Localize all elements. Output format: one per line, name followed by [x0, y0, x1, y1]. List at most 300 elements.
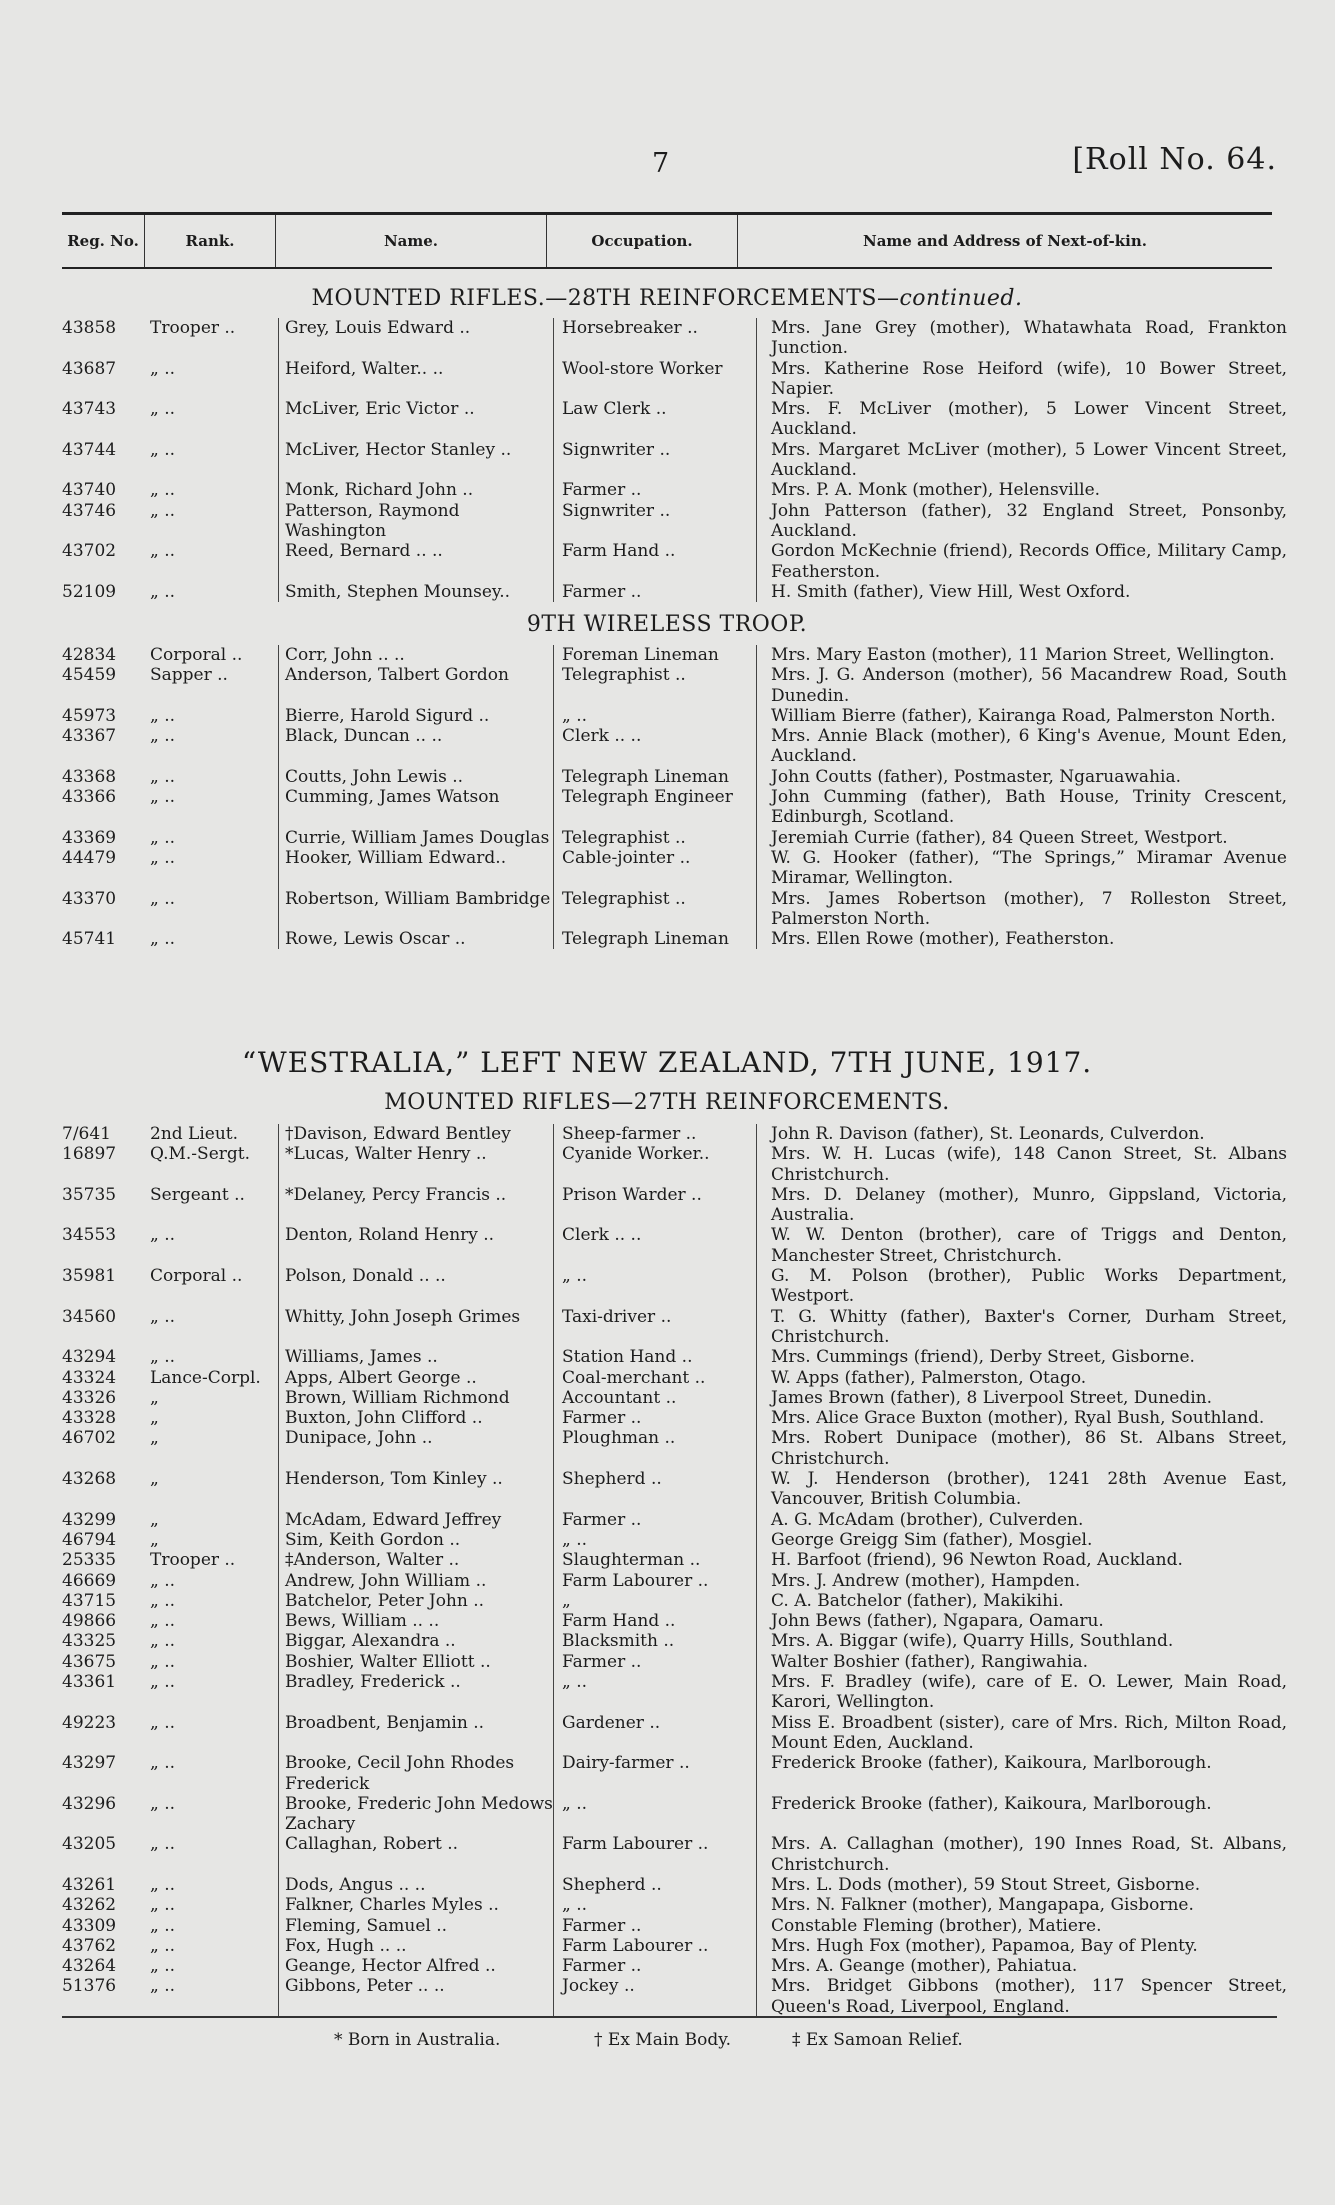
next-of-kin: Mrs. D. Delaney (mother), Munro, Gippsland, Victoria, Australia. — [771, 1184, 1287, 1226]
name: Andrew, John William .. — [279, 1571, 554, 1591]
name: Apps, Albert George .. — [279, 1368, 554, 1388]
occupation: Foreman Lineman — [554, 645, 757, 665]
rank: „ .. — [146, 1895, 279, 1915]
rank: „ — [146, 1408, 279, 1428]
name: Biggar, Alexandra .. — [279, 1631, 554, 1651]
occupation: Blacksmith .. — [554, 1631, 757, 1651]
occupation: Slaughterman .. — [554, 1550, 757, 1570]
reg-no: 43675 — [62, 1651, 117, 1672]
reg-no: 45973 — [62, 705, 117, 726]
next-of-kin: Mrs. N. Falkner (mother), Mangapapa, Gisborne. — [771, 1895, 1194, 1916]
table-row — [62, 1408, 1287, 1428]
table-row — [62, 645, 1287, 665]
occupation: Farmer .. — [554, 582, 757, 602]
next-of-kin: Mrs. J. Andrew (mother), Hampden. — [771, 1570, 1081, 1591]
header-name: Name. — [276, 215, 547, 267]
table-row — [62, 1591, 1287, 1611]
rank: „ .. — [146, 787, 279, 828]
section-title — [62, 286, 1272, 311]
reg-no: 43369 — [62, 827, 117, 848]
name: Broadbent, Benjamin .. — [279, 1713, 554, 1754]
reg-no: 43743 — [62, 399, 117, 420]
rank: „ .. — [146, 1956, 279, 1976]
name: Dunipace, John .. — [279, 1428, 554, 1469]
name: Denton, Roland Henry .. — [279, 1225, 554, 1266]
occupation: Farmer .. — [554, 1510, 757, 1530]
name: Geange, Hector Alfred .. — [279, 1956, 554, 1976]
name: Callaghan, Robert .. — [279, 1834, 554, 1875]
table-row — [62, 1347, 1287, 1367]
next-of-kin: James Brown (father), 8 Liverpool Street, Dunedin. — [771, 1387, 1213, 1408]
reg-no: 16897 — [62, 1144, 117, 1165]
table-row — [62, 665, 1287, 706]
reg-no: 44479 — [62, 847, 117, 868]
occupation: „ .. — [554, 1266, 757, 1307]
table-row — [62, 1631, 1287, 1651]
name: Robertson, William Bambridge — [279, 889, 554, 930]
rank: „ .. — [146, 1875, 279, 1895]
rank: „ .. — [146, 1347, 279, 1367]
rank: „ .. — [146, 1672, 279, 1713]
table-row — [62, 1266, 1287, 1307]
reg-no: 43294 — [62, 1347, 117, 1368]
name: ‡Anderson, Walter .. — [279, 1550, 554, 1570]
name: Batchelor, Peter John .. — [279, 1591, 554, 1611]
next-of-kin: Mrs. A. Geange (mother), Pahiatua. — [771, 1956, 1078, 1977]
name: Boshier, Walter Elliott .. — [279, 1652, 554, 1672]
name: Heiford, Walter.. .. — [279, 359, 554, 400]
table-row — [62, 1713, 1287, 1754]
next-of-kin: Mrs. Alice Grace Buxton (mother), Ryal Bush, Southland. — [771, 1408, 1265, 1429]
table-row — [62, 1956, 1287, 1976]
table-row — [62, 1185, 1287, 1226]
occupation: „ — [554, 1591, 757, 1611]
reg-no: 49866 — [62, 1611, 117, 1632]
table-row — [62, 1794, 1287, 1835]
rank: „ .. — [146, 1713, 279, 1754]
rank: „ — [146, 1510, 279, 1530]
table-row — [62, 1753, 1287, 1794]
table-row — [62, 889, 1287, 930]
table-row — [62, 1834, 1287, 1875]
reg-no: 43687 — [62, 358, 117, 379]
reg-no: 43366 — [62, 787, 117, 808]
table-row — [62, 1530, 1287, 1550]
reg-no: 43296 — [62, 1793, 117, 1814]
reg-no: 7/641 — [62, 1124, 111, 1144]
table-row — [62, 828, 1287, 848]
section-title-text: MOUNTED RIFLES.—28TH REINFORCEMENTS— — [311, 286, 900, 311]
table-row — [62, 1307, 1287, 1348]
section-title: MOUNTED RIFLES—27TH REINFORCEMENTS. — [384, 1090, 950, 1115]
rank: „ — [146, 1428, 279, 1469]
reg-no: 43858 — [62, 318, 117, 338]
footnote: ‡ Ex Samoan Relief. — [792, 2030, 963, 2050]
occupation: Telegraphist .. — [554, 828, 757, 848]
rank: „ .. — [146, 1571, 279, 1591]
name: McLiver, Hector Stanley .. — [279, 440, 554, 481]
rank: Trooper .. — [146, 1550, 279, 1570]
next-of-kin: John Patterson (father), 32 England Street, Ponsonby, Auckland. — [771, 500, 1287, 541]
page-number: 7 — [652, 148, 670, 179]
roll-table — [62, 318, 1287, 602]
next-of-kin: H. Barfoot (friend), 96 Newton Road, Auckland. — [771, 1550, 1183, 1571]
reg-no: 45741 — [62, 929, 117, 950]
reg-no: 34553 — [62, 1225, 117, 1246]
occupation: Signwriter .. — [554, 501, 757, 542]
section-title: 9TH WIRELESS TROOP. — [526, 612, 808, 637]
name: Gibbons, Peter .. .. — [279, 1976, 554, 2017]
name: Monk, Richard John .. — [279, 480, 554, 500]
table-row — [62, 706, 1287, 726]
rank: „ .. — [146, 1936, 279, 1956]
rank: Lance-Corpl. — [146, 1368, 279, 1388]
reg-no: 49223 — [62, 1712, 117, 1733]
name: Henderson, Tom Kinley .. — [279, 1469, 554, 1510]
occupation: Telegraphist .. — [554, 665, 757, 706]
next-of-kin: C. A. Batchelor (father), Makikihi. — [771, 1590, 1064, 1611]
occupation: Telegraph Lineman — [554, 929, 757, 949]
next-of-kin: Frederick Brooke (father), Kaikoura, Marlborough. — [771, 1793, 1212, 1814]
occupation: Sheep-farmer .. — [554, 1124, 757, 1144]
occupation: „ .. — [554, 1895, 757, 1915]
name: Rowe, Lewis Oscar .. — [279, 929, 554, 949]
rank: „ .. — [146, 929, 279, 949]
next-of-kin: Mrs. James Robertson (mother), 7 Rolleston Street, Palmerston North. — [771, 888, 1287, 929]
rank: „ .. — [146, 541, 279, 582]
occupation: Ploughman .. — [554, 1428, 757, 1469]
rank: „ .. — [146, 1753, 279, 1794]
occupation: Law Clerk .. — [554, 399, 757, 440]
name: †Davison, Edward Bentley — [279, 1124, 554, 1144]
reg-no: 43361 — [62, 1672, 117, 1693]
name: Bews, William .. .. — [279, 1611, 554, 1631]
next-of-kin: Miss E. Broadbent (sister), care of Mrs. Rich, Milton Road, Mount Eden, Auckland. — [771, 1712, 1287, 1753]
header-rank: Rank. — [145, 215, 276, 267]
column-header — [62, 212, 1272, 269]
rank: „ .. — [146, 1611, 279, 1631]
next-of-kin: H. Smith (father), View Hill, West Oxford. — [771, 581, 1131, 602]
table-row — [62, 1916, 1287, 1936]
reg-no: 43262 — [62, 1895, 117, 1916]
reg-no: 34560 — [62, 1306, 117, 1327]
rank: „ .. — [146, 889, 279, 930]
table-row — [62, 1571, 1287, 1591]
next-of-kin: George Greigg Sim (father), Mosgiel. — [771, 1529, 1093, 1550]
header-reg: Reg. No. — [62, 215, 145, 267]
name: Grey, Louis Edward .. — [279, 318, 554, 359]
name: Brooke, Frederic John Medows Zachary — [279, 1794, 554, 1835]
occupation: Shepherd .. — [554, 1469, 757, 1510]
reg-no: 43715 — [62, 1590, 117, 1611]
occupation: Farm Labourer .. — [554, 1571, 757, 1591]
occupation: Clerk .. .. — [554, 726, 757, 767]
reg-no: 35981 — [62, 1266, 117, 1287]
rank: Sergeant .. — [146, 1185, 279, 1226]
reg-no: 43744 — [62, 439, 117, 460]
rank: „ .. — [146, 399, 279, 440]
rank: „ — [146, 1388, 279, 1408]
occupation: Farm Hand .. — [554, 1611, 757, 1631]
table-row — [62, 726, 1287, 767]
occupation: Horsebreaker .. — [554, 318, 757, 359]
rank: „ .. — [146, 1631, 279, 1651]
next-of-kin: Mrs. A. Biggar (wife), Quarry Hills, Southland. — [771, 1631, 1174, 1652]
occupation: „ .. — [554, 1530, 757, 1550]
rank: „ .. — [146, 359, 279, 400]
reg-no: 43746 — [62, 500, 117, 521]
table-row — [62, 1672, 1287, 1713]
name: Whitty, John Joseph Grimes — [279, 1307, 554, 1348]
next-of-kin: William Bierre (father), Kairanga Road, Palmerston North. — [771, 705, 1276, 726]
name: Reed, Bernard .. .. — [279, 541, 554, 582]
reg-no: 46702 — [62, 1428, 117, 1449]
footnote: * Born in Australia. — [334, 2030, 501, 2050]
next-of-kin: Mrs. Cummings (friend), Derby Street, Gisborne. — [771, 1347, 1195, 1368]
name: McLiver, Eric Victor .. — [279, 399, 554, 440]
reg-no: 52109 — [62, 581, 117, 602]
reg-no: 43702 — [62, 541, 117, 562]
table-row — [62, 541, 1287, 582]
reg-no: 35735 — [62, 1184, 117, 1205]
table-row — [62, 1368, 1287, 1388]
next-of-kin: Jeremiah Currie (father), 84 Queen Street, Westport. — [771, 827, 1228, 848]
table-row — [62, 1611, 1287, 1631]
name: Corr, John .. .. — [279, 645, 554, 665]
next-of-kin: Frederick Brooke (father), Kaikoura, Marlborough. — [771, 1753, 1212, 1774]
occupation: Telegraphist .. — [554, 889, 757, 930]
rank: „ .. — [146, 1652, 279, 1672]
table-row — [62, 501, 1287, 542]
rank: Corporal .. — [146, 1266, 279, 1307]
reg-no: 43297 — [62, 1753, 117, 1774]
next-of-kin: W. W. Denton (brother), care of Triggs and Denton, Manchester Street, Christchurch. — [771, 1225, 1287, 1266]
next-of-kin: Mrs. Katherine Rose Heiford (wife), 10 Bower Street, Napier. — [771, 358, 1287, 399]
occupation: Clerk .. .. — [554, 1225, 757, 1266]
occupation: „ .. — [554, 706, 757, 726]
reg-no: 43328 — [62, 1408, 117, 1429]
next-of-kin: Walter Boshier (father), Rangiwahia. — [771, 1651, 1089, 1672]
next-of-kin: Mrs. Mary Easton (mother), 11 Marion Street, Wellington. — [771, 645, 1275, 665]
next-of-kin: Mrs. Jane Grey (mother), Whatawhata Road, Frankton Junction. — [771, 318, 1287, 359]
name: Fox, Hugh .. .. — [279, 1936, 554, 1956]
rank: „ .. — [146, 1794, 279, 1835]
reg-no: 46669 — [62, 1570, 117, 1591]
reg-no: 46794 — [62, 1529, 117, 1550]
rank: „ .. — [146, 1307, 279, 1348]
roll-table — [62, 1124, 1287, 2017]
reg-no: 43325 — [62, 1631, 117, 1652]
name: Falkner, Charles Myles .. — [279, 1895, 554, 1915]
rank: „ .. — [146, 1916, 279, 1936]
table-row — [62, 848, 1287, 889]
next-of-kin: Mrs. Bridget Gibbons (mother), 117 Spencer Street, Queen's Road, Liverpool, England. — [771, 1976, 1287, 2017]
rank: Trooper .. — [146, 318, 279, 359]
rank: „ .. — [146, 501, 279, 542]
occupation: Telegraph Engineer — [554, 787, 757, 828]
name: Bradley, Frederick .. — [279, 1672, 554, 1713]
reg-no: 43370 — [62, 888, 117, 909]
table-row — [62, 1936, 1287, 1956]
table-row — [62, 1510, 1287, 1530]
name: Polson, Donald .. .. — [279, 1266, 554, 1307]
reg-no: 43740 — [62, 480, 117, 501]
next-of-kin: Mrs. F. Bradley (wife), care of E. O. Lewer, Main Road, Karori, Wellington. — [771, 1672, 1287, 1713]
name: Brown, William Richmond — [279, 1388, 554, 1408]
table-row — [62, 1388, 1287, 1408]
rank: „ .. — [146, 1591, 279, 1611]
table-row — [62, 1976, 1287, 2017]
occupation: Cyanide Worker.. — [554, 1144, 757, 1185]
table-row — [62, 787, 1287, 828]
table-row — [62, 1875, 1287, 1895]
reg-no: 43264 — [62, 1956, 117, 1977]
section-title-suffix: continued. — [899, 286, 1023, 311]
table-row — [62, 318, 1287, 359]
next-of-kin: John Coutts (father), Postmaster, Ngaruawahia. — [771, 766, 1181, 787]
table-row — [62, 1124, 1287, 1144]
occupation: Farm Labourer .. — [554, 1834, 757, 1875]
reg-no: 43368 — [62, 766, 117, 787]
next-of-kin: W. J. Henderson (brother), 1241 28th Avenue East, Vancouver, British Columbia. — [771, 1469, 1287, 1510]
next-of-kin: G. M. Polson (brother), Public Works Department, Westport. — [771, 1266, 1287, 1307]
table-row — [62, 1225, 1287, 1266]
next-of-kin: W. G. Hooker (father), “The Springs,” Miramar Avenue Miramar, Wellington. — [771, 847, 1287, 889]
rank: „ .. — [146, 480, 279, 500]
reg-no: 43268 — [62, 1469, 117, 1490]
roll-table — [62, 645, 1287, 949]
reg-no: 43299 — [62, 1509, 117, 1530]
name: Hooker, William Edward.. — [279, 848, 554, 889]
reg-no: 25335 — [62, 1550, 117, 1571]
table-row — [62, 1652, 1287, 1672]
name: Currie, William James Douglas — [279, 828, 554, 848]
occupation: Gardener .. — [554, 1713, 757, 1754]
occupation: Coal-merchant .. — [554, 1368, 757, 1388]
table-row — [62, 359, 1287, 400]
reg-no: 43309 — [62, 1915, 117, 1936]
table-row — [62, 480, 1287, 500]
reg-no: 43326 — [62, 1387, 117, 1408]
next-of-kin: Mrs. Margaret McLiver (mother), 5 Lower Vincent Street, Auckland. — [771, 439, 1287, 481]
name: Cumming, James Watson — [279, 787, 554, 828]
rank: „ .. — [146, 828, 279, 848]
rank: „ .. — [146, 848, 279, 889]
next-of-kin: W. Apps (father), Palmerston, Otago. — [771, 1367, 1087, 1388]
table-row — [62, 1469, 1287, 1510]
next-of-kin: Mrs. J. G. Anderson (mother), 56 Macandrew Road, South Dunedin. — [771, 665, 1287, 706]
reg-no: 43367 — [62, 726, 117, 747]
occupation: Farm Labourer .. — [554, 1936, 757, 1956]
next-of-kin: John Cumming (father), Bath House, Trinity Crescent, Edinburgh, Scotland. — [771, 787, 1287, 828]
name: Bierre, Harold Sigurd .. — [279, 706, 554, 726]
table-row — [62, 1550, 1287, 1570]
occupation: Dairy-farmer .. — [554, 1753, 757, 1794]
occupation: Farmer .. — [554, 1652, 757, 1672]
rank: „ .. — [146, 726, 279, 767]
next-of-kin: Mrs. Robert Dunipace (mother), 86 St. Albans Street, Christchurch. — [771, 1428, 1287, 1469]
occupation: Taxi-driver .. — [554, 1307, 757, 1348]
rank: „ — [146, 1469, 279, 1510]
next-of-kin: T. G. Whitty (father), Baxter's Corner, Durham Street, Christchurch. — [771, 1306, 1287, 1347]
roll-number: [Roll No. 64. — [1072, 142, 1277, 177]
reg-no: 43205 — [62, 1834, 117, 1855]
occupation: Farmer .. — [554, 1956, 757, 1976]
rank: 2nd Lieut. — [146, 1124, 279, 1144]
occupation: Station Hand .. — [554, 1347, 757, 1367]
name: Buxton, John Clifford .. — [279, 1408, 554, 1428]
table-row — [62, 1144, 1287, 1185]
reg-no: 43324 — [62, 1367, 117, 1388]
table-row — [62, 582, 1287, 602]
next-of-kin: Mrs. A. Callaghan (mother), 190 Innes Road, St. Albans, Christchurch. — [771, 1834, 1287, 1875]
name: Dods, Angus .. .. — [279, 1875, 554, 1895]
occupation: Accountant .. — [554, 1388, 757, 1408]
name: Brooke, Cecil John Rhodes Frederick — [279, 1753, 554, 1794]
table-row — [62, 929, 1287, 949]
name: Sim, Keith Gordon .. — [279, 1530, 554, 1550]
occupation: Farm Hand .. — [554, 541, 757, 582]
next-of-kin: John R. Davison (father), St. Leonards, Culverdon. — [771, 1124, 1205, 1144]
occupation: „ .. — [554, 1794, 757, 1835]
next-of-kin: A. G. McAdam (brother), Culverden. — [771, 1509, 1084, 1530]
reg-no: 51376 — [62, 1976, 117, 1997]
rank: „ .. — [146, 1834, 279, 1875]
name: Patterson, Raymond Washington — [279, 501, 554, 542]
occupation: Jockey .. — [554, 1976, 757, 2017]
footnote: † Ex Main Body. — [594, 2030, 731, 2050]
rank: Q.M.-Sergt. — [146, 1144, 279, 1185]
name: Williams, James .. — [279, 1347, 554, 1367]
occupation: Farmer .. — [554, 1916, 757, 1936]
next-of-kin: Mrs. F. McLiver (mother), 5 Lower Vincent Street, Auckland. — [771, 399, 1287, 440]
occupation: „ .. — [554, 1672, 757, 1713]
next-of-kin: Mrs. P. A. Monk (mother), Helensville. — [771, 480, 1101, 501]
name: *Delaney, Percy Francis .. — [279, 1185, 554, 1226]
name: Smith, Stephen Mounsey.. — [279, 582, 554, 602]
occupation: Prison Warder .. — [554, 1185, 757, 1226]
reg-no: 42834 — [62, 645, 117, 665]
table-row — [62, 767, 1287, 787]
rank: „ .. — [146, 767, 279, 787]
reg-no: 43762 — [62, 1935, 117, 1956]
rank: „ .. — [146, 1225, 279, 1266]
next-of-kin: Mrs. L. Dods (mother), 59 Stout Street, Gisborne. — [771, 1874, 1201, 1895]
rank: „ .. — [146, 440, 279, 481]
occupation: Cable-jointer .. — [554, 848, 757, 889]
name: Black, Duncan .. .. — [279, 726, 554, 767]
occupation: Farmer .. — [554, 480, 757, 500]
next-of-kin: Mrs. Annie Black (mother), 6 King's Avenue, Mount Eden, Auckland. — [771, 726, 1287, 767]
table-row — [62, 1428, 1287, 1469]
occupation: Shepherd .. — [554, 1875, 757, 1895]
next-of-kin: Mrs. Hugh Fox (mother), Papamoa, Bay of Plenty. — [771, 1935, 1198, 1956]
rank: „ .. — [146, 582, 279, 602]
occupation: Signwriter .. — [554, 440, 757, 481]
header-occupation: Occupation. — [547, 215, 738, 267]
reg-no: 43261 — [62, 1874, 117, 1895]
next-of-kin: Mrs. W. H. Lucas (wife), 148 Canon Street, St. Albans Christchurch. — [771, 1144, 1287, 1185]
next-of-kin: Mrs. Ellen Rowe (mother), Featherston. — [771, 929, 1115, 950]
reg-no: 45459 — [62, 665, 117, 686]
next-of-kin: John Bews (father), Ngapara, Oamaru. — [771, 1611, 1104, 1632]
name: *Lucas, Walter Henry .. — [279, 1144, 554, 1185]
table-row — [62, 1895, 1287, 1915]
name: Coutts, John Lewis .. — [279, 767, 554, 787]
occupation: Farmer .. — [554, 1408, 757, 1428]
rank: „ — [146, 1530, 279, 1550]
rank: „ .. — [146, 706, 279, 726]
